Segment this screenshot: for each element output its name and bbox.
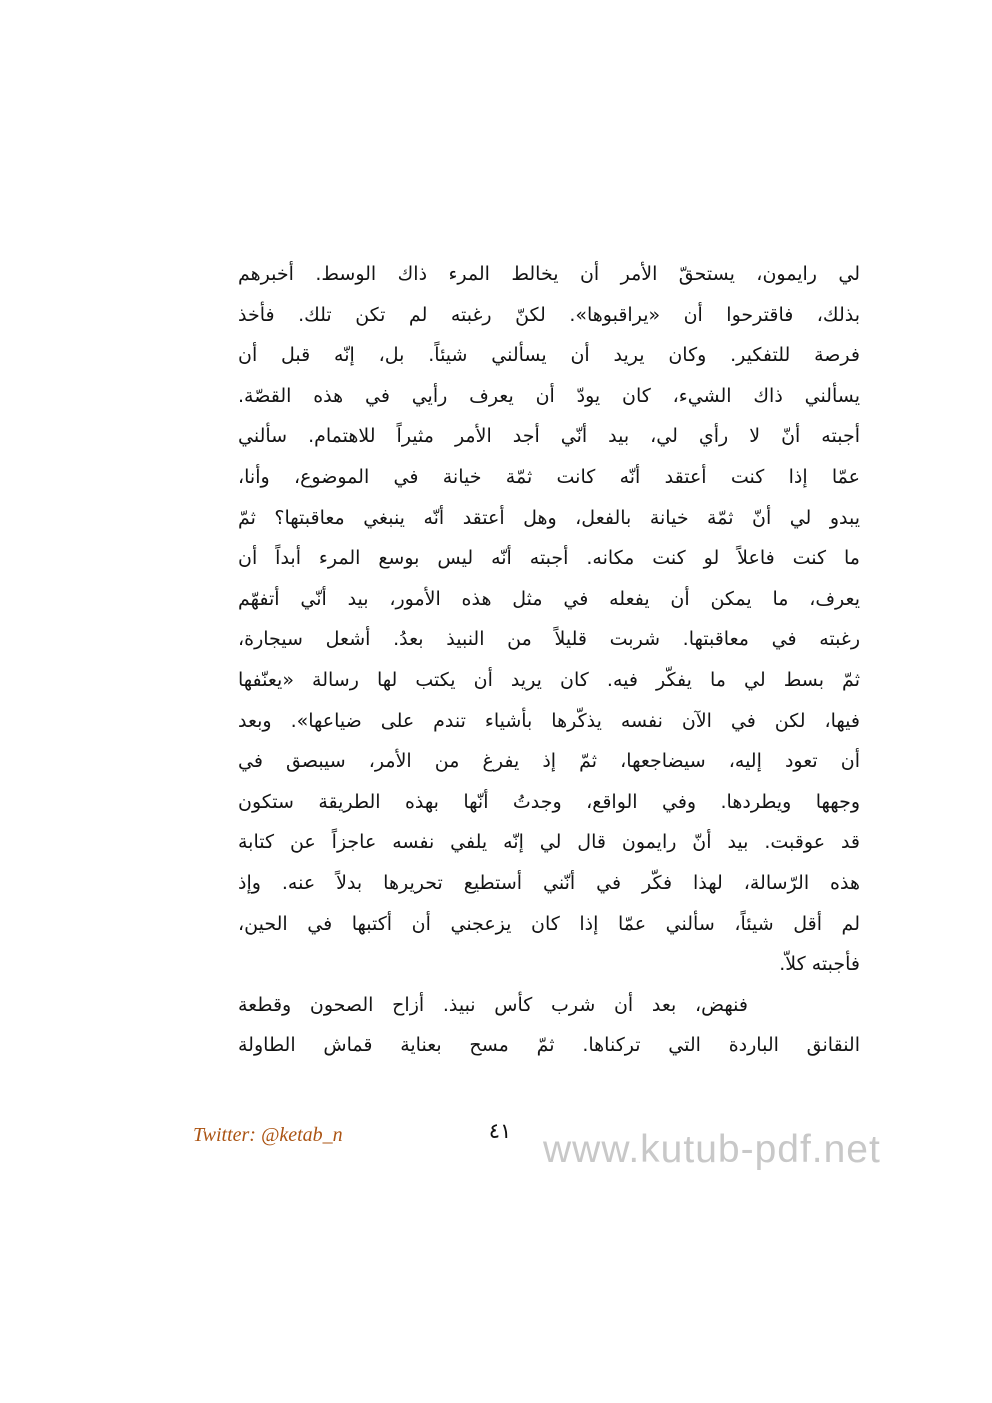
text-line: فنهض، بعد أن شرب كأس نبيذ. أزاح الصحون وقطعة <box>238 993 748 1016</box>
text-line: لي رايمون، يستحقّ الأمر أن يخالط المرء ذاك الوسط. أخبرهم <box>238 263 860 285</box>
text-line: فيها، لكن في الآن نفسه يذكّرها بأشياء تندم على ضياعها». وبعد <box>238 709 860 732</box>
text-line: أجبته أنّ لا رأي لي، بيد أنّي أجد الأمر مثيراً للاهتمام. سألني <box>238 425 860 448</box>
text-line: فأجبته كلاّ. <box>779 953 860 976</box>
body-text <box>238 254 860 1066</box>
text-line: يبدو لي أنّ ثمّة خيانة بالفعل، وهل أعتقد أنّه ينبغي معاقبتها؟ ثمّ <box>238 506 860 529</box>
text-line: بذلك، فاقترحوا أن «يراقبوها». لكنّ رغبته لم تكن تلك. فأخذ <box>238 303 860 326</box>
text-line: أن تعود إليه، سيضاجعها، ثمّ إذ يفرغ من الأمر، سيبصق في <box>238 750 860 773</box>
text-line: ما كنت فاعلاً لو كنت مكانه. أجبته أنّه ليس بوسع المرء أبداً أن <box>238 547 860 570</box>
page-number: ٤١ <box>488 1119 512 1143</box>
watermark: www.kutub-pdf.net <box>543 1128 881 1171</box>
text-line: النقانق الباردة التي تركناها. ثمّ مسح بعناية قماش الطاولة <box>238 1034 860 1057</box>
text-line: هذه الرّسالة، لهذا فكّر في أنّني أستطيع تحريرها بدلاً عنه. وإذ <box>238 871 860 894</box>
text-line: قد عوقبت. بيد أنّ رايمون قال لي إنّه يلفي نفسه عاجزاً عن كتابة <box>238 831 860 854</box>
text-line: ثمّ بسط لي ما يفكّر فيه. كان يريد أن يكتب لها رسالة «يعنّفها <box>238 668 860 691</box>
text-line: يسألني ذاك الشيء، كان يودّ أن يعرف رأيي في هذه القصّة. <box>238 384 860 407</box>
text-line: رغبته في معاقبتها. شربت قليلاً من النبيذ بعدُ. أشعل سيجارة، <box>238 628 860 651</box>
text-line: فرصة للتفكير. وكان يريد أن يسألني شيئاً. بل، إنّه قبل أن <box>238 344 860 367</box>
text-line: يعرف، ما يمكن أن يفعله في مثل هذه الأمور، بيد أنّي أتفهّم <box>238 587 860 610</box>
text-line: عمّا إذا كنت أعتقد أنّه كانت ثمّة خيانة في الموضوع، وأنا، <box>238 465 860 488</box>
text-line: وجهها ويطردها. وفي الواقع، وجدتُ أنّها بهذه الطريقة ستكون <box>238 790 860 813</box>
text-line: لم أقل شيئاً، سألني عمّا إذا كان يزعجني أن أكتبها في الحين، <box>238 912 860 935</box>
paragraph-2 <box>238 985 860 1066</box>
twitter-handle: Twitter: @ketab_n <box>193 1124 343 1146</box>
paragraph-1 <box>238 254 860 985</box>
